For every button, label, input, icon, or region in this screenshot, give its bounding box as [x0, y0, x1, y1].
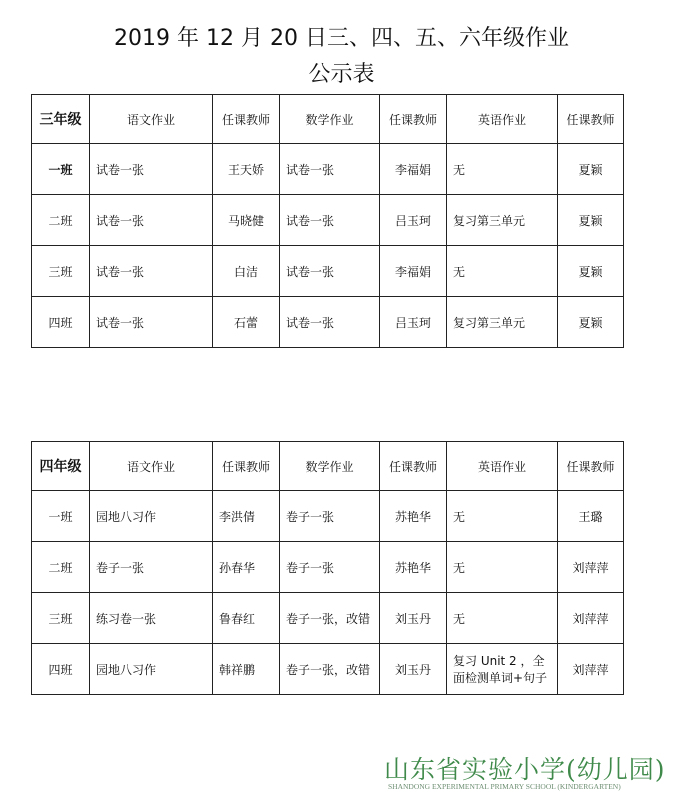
header-english-homework: 英语作业: [447, 442, 558, 491]
math-homework: 卷子一张，改错: [280, 644, 380, 695]
class-name: 二班: [32, 542, 90, 593]
class-name: 四班: [32, 644, 90, 695]
class-name: 三班: [32, 593, 90, 644]
math-homework: 卷子一张: [280, 542, 380, 593]
chinese-teacher: 石蕾: [213, 297, 280, 348]
math-homework: 卷子一张，改错: [280, 593, 380, 644]
chinese-homework: 园地八习作: [90, 644, 213, 695]
english-homework: 无: [447, 246, 558, 297]
table-row: [32, 491, 624, 542]
header-teacher: 任课教师: [380, 95, 447, 144]
class-name: 四班: [32, 297, 90, 348]
header-teacher: 任课教师: [213, 442, 280, 491]
chinese-homework: 试卷一张: [90, 246, 213, 297]
chinese-teacher: 孙春华: [213, 542, 280, 593]
math-teacher: 李福娟: [380, 144, 447, 195]
math-teacher: 吕玉珂: [380, 297, 447, 348]
header-teacher: 任课教师: [558, 442, 624, 491]
class-name: 一班: [32, 144, 90, 195]
math-teacher: 吕玉珂: [380, 195, 447, 246]
header-chinese-homework: 语文作业: [90, 95, 213, 144]
chinese-teacher: 马晓健: [213, 195, 280, 246]
chinese-homework: 试卷一张: [90, 297, 213, 348]
chinese-homework: 园地八习作: [90, 491, 213, 542]
header-teacher: 任课教师: [558, 95, 624, 144]
grade-3-homework-table: [31, 94, 624, 348]
math-teacher: 李福娟: [380, 246, 447, 297]
grade-label: 四年级: [32, 442, 90, 491]
table-row: [32, 144, 624, 195]
english-homework: 无: [447, 144, 558, 195]
english-teacher: 夏颖: [558, 195, 624, 246]
chinese-teacher: 韩祥鹏: [213, 644, 280, 695]
english-teacher: 王璐: [558, 491, 624, 542]
table-row: [32, 195, 624, 246]
table-row: [32, 593, 624, 644]
math-teacher: 刘玉丹: [380, 593, 447, 644]
table-row: [32, 542, 624, 593]
math-homework: 试卷一张: [280, 297, 380, 348]
class-name: 三班: [32, 246, 90, 297]
english-teacher: 刘萍萍: [558, 644, 624, 695]
header-english-homework: 英语作业: [447, 95, 558, 144]
math-teacher: 苏艳华: [380, 491, 447, 542]
chinese-teacher: 鲁春红: [213, 593, 280, 644]
math-homework: 试卷一张: [280, 144, 380, 195]
page-subtitle: 公示表: [308, 62, 375, 87]
english-homework: 复习 Unit 2 ，全面检测单词+句子: [447, 644, 558, 695]
table-row: [32, 644, 624, 695]
chinese-teacher: 李洪倩: [213, 491, 280, 542]
table-header-row: [32, 442, 624, 491]
english-homework: 无: [447, 593, 558, 644]
chinese-homework: 卷子一张: [90, 542, 213, 593]
math-teacher: 刘玉丹: [380, 644, 447, 695]
english-homework: 复习第三单元: [447, 195, 558, 246]
chinese-homework: 试卷一张: [90, 195, 213, 246]
header-teacher: 任课教师: [380, 442, 447, 491]
school-logo-text: 山东省实验小学(幼儿园): [384, 755, 666, 784]
grade-4-homework-table: [31, 441, 624, 695]
english-teacher: 刘萍萍: [558, 542, 624, 593]
header-teacher: 任课教师: [213, 95, 280, 144]
table-row: [32, 297, 624, 348]
chinese-homework: 练习卷一张: [90, 593, 213, 644]
math-homework: 卷子一张: [280, 491, 380, 542]
class-name: 二班: [32, 195, 90, 246]
math-homework: 试卷一张: [280, 246, 380, 297]
chinese-homework: 试卷一张: [90, 144, 213, 195]
table-header-row: [32, 95, 624, 144]
class-name: 一班: [32, 491, 90, 542]
header-math-homework: 数学作业: [280, 442, 380, 491]
math-teacher: 苏艳华: [380, 542, 447, 593]
english-teacher: 刘萍萍: [558, 593, 624, 644]
chinese-teacher: 王天娇: [213, 144, 280, 195]
school-logo-english: SHANDONG EXPERIMENTAL PRIMARY SCHOOL (KINDERGARTEN): [388, 782, 621, 791]
table-row: [32, 246, 624, 297]
english-teacher: 夏颖: [558, 246, 624, 297]
header-chinese-homework: 语文作业: [90, 442, 213, 491]
header-math-homework: 数学作业: [280, 95, 380, 144]
english-teacher: 夏颖: [558, 144, 624, 195]
chinese-teacher: 白洁: [213, 246, 280, 297]
english-teacher: 夏颖: [558, 297, 624, 348]
grade-label: 三年级: [32, 95, 90, 144]
page-title: 2019 年 12 月 20 日三、四、五、六年级作业: [114, 26, 569, 51]
english-homework: 复习第三单元: [447, 297, 558, 348]
english-homework: 无: [447, 542, 558, 593]
math-homework: 试卷一张: [280, 195, 380, 246]
english-homework: 无: [447, 491, 558, 542]
